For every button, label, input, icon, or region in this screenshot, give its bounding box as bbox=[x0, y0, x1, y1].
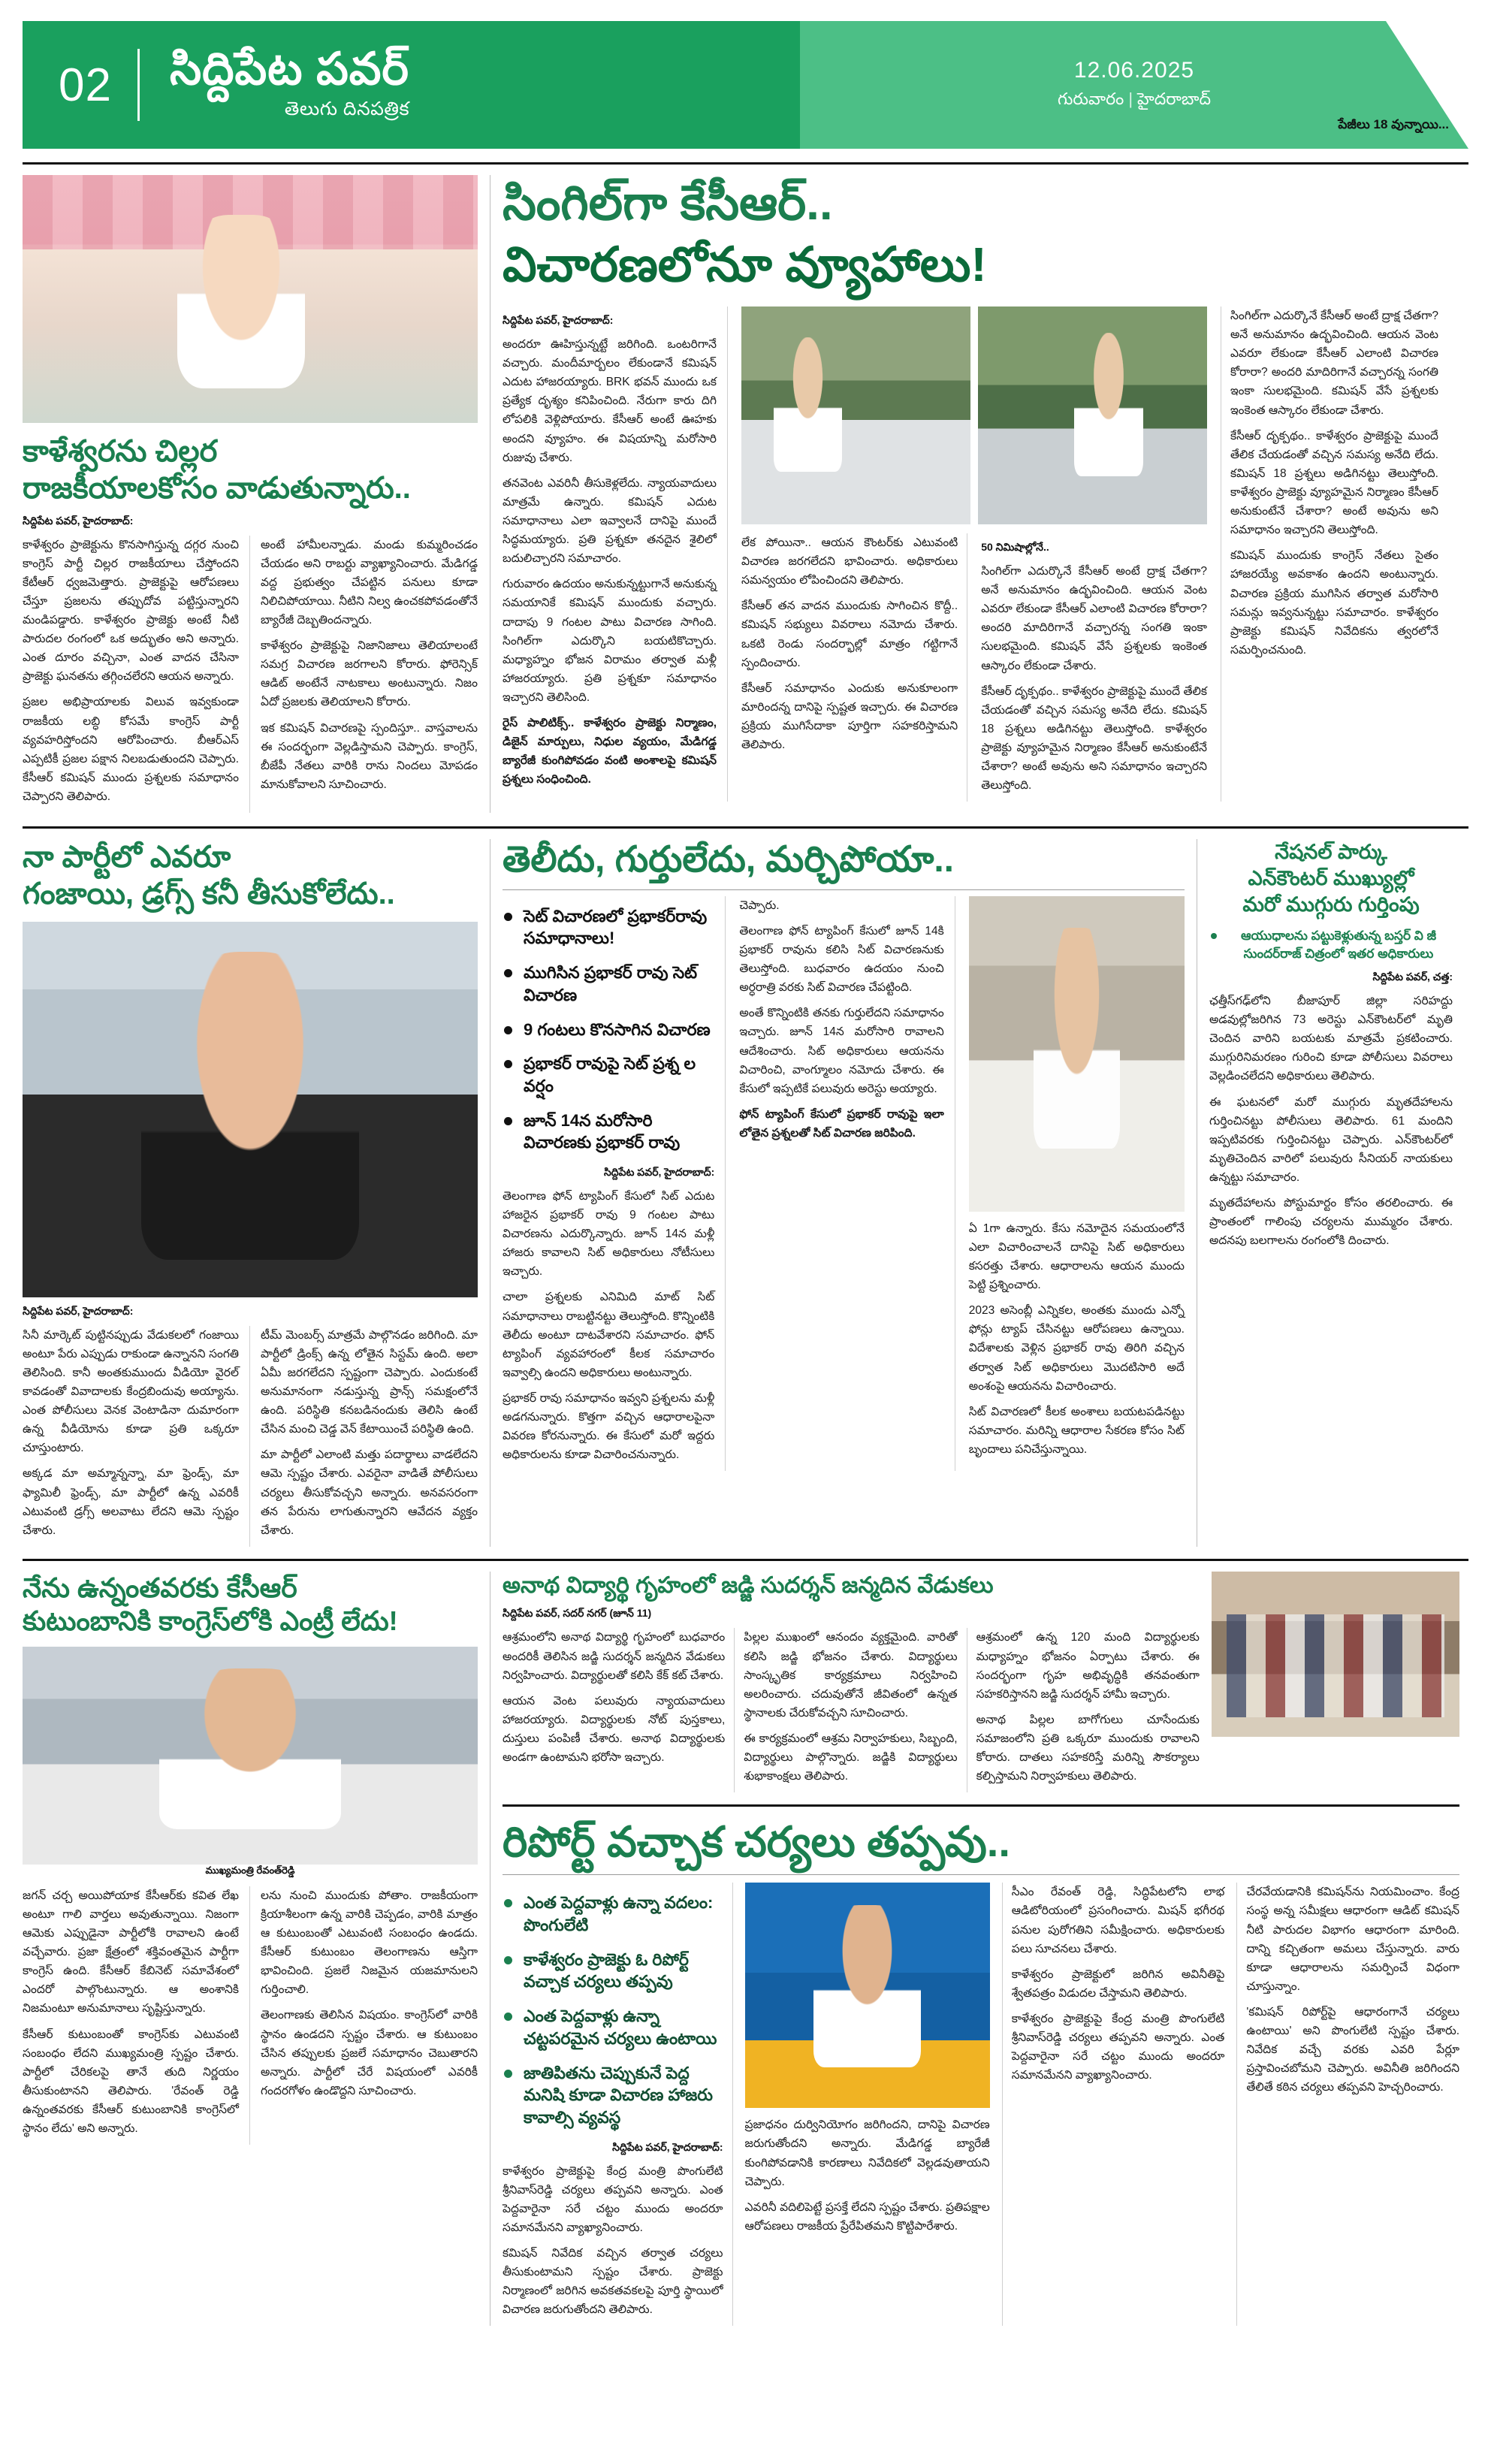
lead-para: కమిషన్ ముందుకు కాంగ్రెస్ నేతలు సైతం హాజరయ్యే అవకాశం ఉందని అంటున్నారు. విచారణ ప్రక్రియ ముగిసిన తర్వాత మరోసారి సమన్లు ఇవ్వనున్నట్టు సమాచారం. కాళేశ్వరం ప్రాజెక్టు కమిషన్ నివేదికను త్వరలోనే సమర్పించనుంది. bbox=[1230, 549, 1438, 657]
lead-para: తనవెంట ఎవరినీ తీసుకెళ్లలేదు. న్యాయవాదులు మాత్రమే ఉన్నారు. కమిషన్ ఎదుట సమాధానాలు ఎలా ఇవ్వాలనే దానిపై ముందే సిద్ధమయ్యారు. ప్రతి ప్రశ్నకూ తనదైన శైలిలో బదులిచ్చారని సమాచారం. bbox=[503, 476, 717, 566]
page-number: 02 bbox=[59, 59, 112, 111]
ktr-para: ఇక కమిషన్ విచారణపై స్పందిస్తూ.. వాస్తవాలను ఈ సందర్భంగా వెల్లడిస్తామని చెప్పారు. కాంగ్రెస్, బీజేపీ నేతలు వారికి రాను నిందలు మోపడం మానుకోవాలని సూచించారు. bbox=[261, 721, 478, 791]
report-bullet: కాళేశ్వరం ప్రాజెక్టు ఓ రిపోర్ట్ వచ్చాక చర్యలు తప్పవు bbox=[503, 1949, 723, 1993]
birthday-body-col3 bbox=[976, 1628, 1200, 1786]
top-rule bbox=[23, 162, 1468, 165]
lead-body-col3 bbox=[981, 562, 1207, 795]
lead-para: రైస్ పాలిటిక్స్.. కాళేశ్వరం ప్రాజెక్టు నిర్మాణం, డిజైన్ మార్పులు, నిధుల వ్యయం, మేడిగడ్డ బ్యారేజీ కుంగిపోవడం వంటి అంశాలపై కమిషన్ ప్రశ్నలు సంధించింది. bbox=[503, 717, 717, 787]
telidu-rule bbox=[503, 889, 1185, 890]
report-body-col2 bbox=[745, 2115, 990, 2236]
actress-body-left bbox=[23, 1326, 239, 1540]
revanth-body-left bbox=[23, 1886, 239, 2138]
report-rule bbox=[503, 1804, 1459, 1807]
lead-body-col4 bbox=[1230, 306, 1438, 660]
lead-para: అందరూ ఊహిస్తున్నట్టే జరిగింది. ఒంటరిగానే వచ్చారు. మందీమార్బలం లేకుండానే కమిషన్ ఎదుట హాజరయ్యారు. BRK భవన్ ముందు ఒక ప్రత్యేక దృశ్యం కనిపించింది. నేరుగా కారు దిగి లోపలికి వెళ్లిపోయారు. కేసీఆర్ అంటే ఊహకు అందని వ్యూహం. ఈ విషయాన్ని మరోసారి రుజువు చేశారు. bbox=[503, 338, 717, 464]
birthday-para: ఆశ్రమంలోని అనాథ విద్యార్థి గృహంలో బుధవారం అందరికీ తెలిసిన జడ్జి సుదర్శన్ జన్మదిన వేడుకలు నిర్వహించారు. విద్యార్థులతో కలిసి కేక్ కట్ చేశారు. bbox=[503, 1631, 726, 1682]
telidu-body-mid bbox=[739, 896, 943, 1143]
lead-para: కేసీఆర్ దృక్పథం.. కాళేశ్వరం ప్రాజెక్టుపై ముందే తేలిక చేయడంతో వచ్చిన సమస్య అనేది లేదు. కమిషన్ 18 ప్రశ్నలు అడిగినట్టు తెలుస్తోంది. కాళేశ్వరం ప్రాజెక్టు వ్యూహమైన నిర్మాణం కేసీఆర్ అనుకుంటేనే చేశారా? అంటే అవును అని సమాధానం ఇచ్చారని తెలుస్తోంది. bbox=[1230, 429, 1438, 537]
ktr-para: ప్రజల అభిప్రాయాలకు విలువ ఇవ్వకుండా రాజకీయ లబ్ధి కోసమే కాంగ్రెస్ పార్టీ వ్యవహరిస్తోందని ఆరోపించారు. బీఆర్ఎస్ ఎప్పటికీ ప్రజల పక్షాన నిలబడుతుందని చెప్పారు. కేసీఆర్ కమిషన్ ముందు ప్రశ్నలకు సమాధానం చెప్పారని తెలిపారు. bbox=[23, 696, 239, 804]
photo-kcr-wave bbox=[978, 306, 1207, 524]
lead-para: గురువారం ఉదయం అనుకున్నట్టుగానే అనుకున్న సమయానికే కమిషన్ ముందుకు వచ్చారు. దాదాపు 9 గంటల పాటు విచారణ సాగింది. సింగిల్‌గా ఎదుర్కొని బయటికొచ్చారు. మధ్యాహ్నం భోజన విరామం తర్వాత మళ్లీ హాజరయ్యారు. ప్రతి ప్రశ్నకూ సమాధానం ఇచ్చారని తెలిసింది. bbox=[503, 578, 717, 704]
revanth-para: కేసీఆర్ కుటుంబంతో కాంగ్రెస్‌కు ఎటువంటి సంబంధం లేదని ముఖ్యమంత్రి స్పష్టం చేశారు. పార్టీలో చేరికలపై తానే తుది నిర్ణయం తీసుకుంటానని తెలిపారు. 'రేవంత్ రెడ్డి ఉన్నంతవరకు కేసీఆర్ కుటుంబానికి కాంగ్రెస్‌లో స్థానం లేదు' అని అన్నారు. bbox=[23, 2028, 239, 2136]
masthead-tagline: పేజీలు 18 వున్నాయి... bbox=[1338, 117, 1449, 131]
column-left bbox=[23, 175, 490, 813]
actress-body-right bbox=[261, 1326, 478, 1540]
park-bullet: ఆయుధాలను పట్టుకెళ్లుతున్న బస్తర్ వి జీ సుందర్‌రాజ్ చిత్రంలో ఇతర అధికారులు bbox=[1209, 927, 1453, 963]
photo-ponguleti bbox=[745, 1883, 990, 2108]
mid-rule bbox=[23, 826, 1468, 829]
birthday-para: ఆశ్రమంలో ఉన్న 120 మంది విద్యార్థులకు మధ్యాహ్నం భోజనం ఏర్పాటు చేశారు. ఈ సందర్భంగా గృహ అభివృద్ధికి తనవంతుగా సహకరిస్తానని జడ్జి సుదర్శన్ హామీ ఇచ్చారు. bbox=[976, 1631, 1200, 1701]
telidu-para: సిట్ విచారణలో కీలక అంశాలు బయటపడినట్టు సమాచారం. మరిన్ని ఆధారాల సేకరణ కోసం సిట్ బృందాలు పనిచేస్తున్నాయి. bbox=[968, 1405, 1185, 1456]
masthead-title-wrap bbox=[140, 45, 409, 125]
park-byline: సిద్దిపేట పవర్, చత్త: bbox=[1372, 971, 1453, 983]
lead-para: కేసీఆర్ తన వాదన ముందుకు సాగించిన కొద్దీ.. కమిషన్ సభ్యులు వివరాలు నమోదు చేశారు. ఒకటి రెండు సందర్భాల్లో మాత్రం గట్టిగానే స్పందించారు. bbox=[741, 599, 958, 669]
revanth-photo-caption: ముఖ్యమంత్రి రేవంత్‌రెడ్డి bbox=[205, 1864, 295, 1876]
ktr-body-right bbox=[261, 536, 478, 794]
report-bullet: ఎంత పెద్దవాళ్లు ఉన్నా వదలం: పొంగులేటి bbox=[503, 1892, 723, 1936]
column-actress bbox=[23, 839, 490, 1547]
photo-ktr bbox=[23, 175, 478, 423]
revanth-headline-line2: కుటుంబానికి కాంగ్రెస్‌లోకి ఎంట్రీ లేదు! bbox=[23, 1605, 398, 1636]
revanth-body-right bbox=[261, 1886, 478, 2100]
newspaper-page bbox=[0, 21, 1491, 2464]
actress-headline bbox=[23, 839, 478, 913]
park-headline-line2: ఎన్‌కౌంటర్ ముఖ్యుల్లో bbox=[1248, 867, 1414, 890]
page-content bbox=[23, 162, 1468, 2326]
lead-body-col1 bbox=[503, 335, 717, 790]
report-underrule bbox=[503, 1874, 1459, 1875]
photo-revanth bbox=[23, 1647, 478, 1865]
column-telidu bbox=[490, 839, 1197, 1547]
ktr-headline-line2: రాజకీయాలకోసం వాడుతున్నారు.. bbox=[23, 471, 411, 505]
report-headline: రిపోర్ట్ వచ్చాక చర్యలు తప్పవు.. bbox=[503, 1818, 1010, 1866]
column-revanth bbox=[23, 1572, 490, 2327]
report-para: కమిషన్ నివేదిక వచ్చిన తర్వాత చర్యలు తీసుకుంటామని స్పష్టం చేశారు. ప్రాజెక్టు నిర్మాణంలో జరిగిన అవకతవకలపై పూర్తి స్థాయిలో విచారణ జరుగుతోందని తెలిపారు. bbox=[503, 2247, 723, 2317]
telidu-para: ఏ 1గా ఉన్నారు. కేసు నమోదైన సమయంలోనే ఎలా విచారించాలనే దానిపై సిట్ అధికారులు కసరత్తు చేశారు. ఆధారాలను ఆయన ముందు పెట్టి ప్రశ్నించారు. bbox=[968, 1221, 1185, 1292]
lead-para: కేసీఆర్ దృక్పథం.. కాళేశ్వరం ప్రాజెక్టుపై ముందే తేలిక చేయడంతో వచ్చిన సమస్య అనేది లేదు. కమిషన్ 18 ప్రశ్నలు అడిగినట్టు తెలుస్తోంది. కాళేశ్వరం ప్రాజెక్టు వ్యూహమైన నిర్మాణం కేసీఆర్ అనుకుంటేనే చేశారా? అంటే అవును అని సమాధానం ఇచ్చారని తెలుస్తోంది. bbox=[981, 684, 1207, 793]
lead-para: సింగిల్‌గా ఎదుర్కొనే కేసీఆర్ అంటే ద్రాక్ష చేతగా? అనే అనుమానం ఉద్భవించింది. ఆయన వెంట ఎవరూ లేకుండా కేసీఆర్ ఎలాంటి విచారణ కోరారా? అందరి మాదిరిగానే వచ్చారన్న సంగతి ఇంకా సులభమైంది. కమిషన్ వేసే ప్రశ్నలకు ఇంకెంత ఆస్కారం లేకుండా చేశారు. bbox=[981, 565, 1207, 672]
ktr-headline bbox=[23, 433, 478, 507]
report-para: కాళేశ్వరం ప్రాజెక్టుపై కేంద్ర మంత్రి పొంగులేటి శ్రీనివాస్‌రెడ్డి చర్యలు తప్పవని అన్నారు. ఎంత పెద్దవారైనా సరే చట్టం ముందు అందరూ సమానమేనని వ్యాఖ్యానించారు. bbox=[503, 2164, 723, 2234]
edition-place: గురువారం | హైదరాబాద్ bbox=[1057, 89, 1212, 108]
publication-title: సిద్దిపేట పవర్ bbox=[169, 44, 409, 94]
telidu-para: చాలా ప్రశ్నలకు ఎనిమిది మాట్ సిట్ సమాధానాలు రాబట్టినట్టు తెలుస్తోంది. కొన్నింటికి తెలీదు అంటూ దాటవేశారని సమాచారం. ఫోన్ ట్యాపింగ్ వ్యవహారంలో కీలక సమాచారం ఇవ్వాల్సి ఉందని అధికారులు అంటున్నారు. bbox=[503, 1291, 715, 1379]
ktr-para: కాళేశ్వరం ప్రాజెక్టును కొనసాగిస్తున్న దగ్గర నుంచి కాంగ్రెస్ పార్టీ చిల్లర రాజకీయాలు చేస్తోందని కేటీఆర్ ధ్వజమెత్తారు. ప్రాజెక్టుపై ఆరోపణలు చేస్తూ ప్రజలను తప్పుదోవ పట్టిస్తున్నారని మండిపడ్డారు. కాళేశ్వరం ప్రాజెక్టు అంటే నీటి పారుదల రంగంలో ఒక అద్భుతం అని అన్నారు. ఎంత దూరం వచ్చినా, ఎంత వాదన చేసినా ప్రాజెక్టు ఘనతను తగ్గించలేరని ఆయన అన్నారు. bbox=[23, 538, 239, 684]
photo-actress bbox=[23, 922, 478, 1297]
telidu-para: ఫోన్ ట్యాపింగ్ కేసులో ప్రభాకర్ రావుపై ఇలా లోతైన ప్రశ్నలతో సిట్ విచారణ జరిపింది. bbox=[739, 1107, 944, 1140]
report-bullet: ఎంత పెద్దవాళ్లు ఉన్నా చట్టపరమైన చర్యలు ఉంటాయి bbox=[503, 2005, 723, 2049]
actress-para: టీమ్ మెంబర్స్ మాత్రమే పాల్గొనడం జరిగింది. మా పార్టీలో డ్రింక్స్ ఉన్న లోతైన సిస్టమ్ ఉంది. అలా ఏమీ జరగలేదని స్పష్టంగా చెప్పారు. ఎందుకంటే అనుమానంగా నడుస్తున్న ప్రాన్స్ సమక్షంలోనే ఉంది. పరిస్థితి కనబడినందుకు తెలిసి ఉంటే చేసిన మంచి చెడ్డ వెన్ కేటాయించే పరిస్థితి ఉంది. bbox=[261, 1328, 478, 1436]
actress-byline: సిద్దిపేట పవర్, హైదరాబాద్: bbox=[23, 1304, 134, 1317]
ktr-para: అంటే హామీలన్నాడు. మండు కుమ్మరించడం చేయడం అని రాబర్టు వ్యాఖ్యానించారు. మేడిగడ్డ వద్ద ప్రభుత్వం చేపట్టిన పనులు కూడా నిలిచిపోయాయి. నీటిని నిల్వ ఉంచకపోవడంతోనే బ్యారేజీ దెబ్బతిందన్నారు. bbox=[261, 538, 478, 627]
photo-birthday-event bbox=[1212, 1572, 1459, 1737]
actress-headline-line1: నా పార్టీలో ఎవరూ bbox=[23, 841, 231, 874]
birthday-byline: సిద్దిపేట పవర్, సదర్ నగర్ (జూన్ 11) bbox=[503, 1607, 652, 1620]
lower-zone bbox=[23, 1572, 1468, 2327]
edition-day: గురువారం bbox=[1057, 89, 1124, 108]
revanth-para: లను నుంచి ముందుకు పోతాం. రాజకీయంగా క్రియాశీలంగా ఉన్న వారికి చెప్పడం, వారికి మాత్రం ఆ కుటుంబంతో ఎటువంటి సంబంధం ఉండదు. కేసీఆర్ కుటుంబం తెలంగాణను ఆస్తిగా భావించింది. ప్రజలే నిజమైన యజమానులని గుర్తించాలి. bbox=[261, 1889, 478, 1997]
park-bullets bbox=[1209, 927, 1453, 963]
lead-para: కేసీఆర్ సమాధానం ఎందుకు అనుకూలంగా మారిందన్న దానిపై స్పష్టత ఇచ్చారు. ఈ విచారణ ప్రక్రియ ముగిసేదాకా పూర్తిగా సహకరిస్తామని తెలిపారు. bbox=[741, 681, 958, 752]
report-body-col3 bbox=[1012, 1883, 1225, 2085]
lead-photo-caption: 50 నిమిషాల్లోనే.. bbox=[981, 541, 1049, 554]
park-headline bbox=[1209, 839, 1453, 918]
park-para: ఛత్తీస్‌గఢ్‌లోని బీజాపూర్ జిల్లా సరిహద్దు అడవుల్లోజరిగిన 73 అరెస్టు ఎన్‌కౌంటర్‌లో మృతి చెందిన వారిని బయటకు మాత్రమే ప్రకటించారు. ముగ్గురినిమరణం గురించి కూడా పోలీసులు వివరాలు వెల్లడించలేదని అధికారులు తెలిపారు. bbox=[1209, 995, 1453, 1083]
middle-zone bbox=[23, 839, 1468, 1547]
column-sidebar bbox=[1197, 839, 1453, 1547]
report-para: సీఎం రేవంత్ రెడ్డి, సిద్ధిపేటలోని లాభ ఆడిటోరియంలో ప్రసంగించారు. మిషన్ భగీరథ పనుల పురోగతిని సమీక్షించారు. అధికారులకు పలు సూచనలు చేశారు. bbox=[1011, 1886, 1225, 1955]
telidu-bullet: ప్రభాకర్ రావుపై సెట్ ప్రశ్న ల వర్షం bbox=[503, 1052, 714, 1097]
report-para: కాళేశ్వరం ప్రాజెక్టుపై కేంద్ర మంత్రి పొంగులేటి శ్రీనివాస్‌రెడ్డి చర్యలు తప్పవని అన్నారు. ఎంత పెద్దవారైనా సరే చట్టం ముందు అందరూ సమానమేనని వ్యాఖ్యానించారు. bbox=[1011, 2013, 1225, 2082]
masthead-divider bbox=[137, 49, 140, 121]
column-lead bbox=[490, 175, 1452, 813]
actress-para: అక్కడ మా అమ్మాన్నన్నా, మా ఫ్రెండ్స్, మా ఫ్యామిలీ ఫ్రెండ్స్, మా పార్టీలో ఉన్న ఎవరికీ ఎటువంటి డ్రగ్స్ అలవాటు లేదని ఆమె స్పష్టం చేశారు. bbox=[23, 1467, 239, 1537]
lead-para: సింగిల్‌గా ఎదుర్కొనే కేసీఆర్ అంటే ద్రాక్ష చేతగా? అనే అనుమానం ఉద్భవించింది. ఆయన వెంట ఎవరూ లేకుండా కేసీఆర్ ఎలాంటి విచారణ కోరారా? అందరి మాదిరిగానే వచ్చారన్న సంగతి ఇంకా సులభమైంది. కమిషన్ వేసే ప్రశ్నలకు ఇంకెంత ఆస్కారం లేకుండా చేశారు. bbox=[1230, 310, 1438, 417]
masthead bbox=[23, 21, 1468, 149]
report-para: ఎవరినీ వదిలిపెట్టే ప్రసక్తే లేదని స్పష్టం చేశారు. ప్రతిపక్షాల ఆరోపణలు రాజకీయ ప్రేరేపితమని కొట్టిపారేశారు. bbox=[744, 2200, 990, 2233]
telidu-bullets bbox=[503, 905, 714, 1154]
revanth-headline bbox=[23, 1572, 478, 1638]
column-right-lower bbox=[490, 1572, 1459, 2327]
park-para: ఈ ఘటనలో మరో ముగ్గురు మృతదేహాలను గుర్తించినట్టు పోలీసులు తెలిపారు. 61 మందిని ఇప్పటివరకు గుర్తించినట్టు చెప్పారు. ఎన్‌కౌంటర్‌లో మృతిచెందిన వారిలో పలువురు సీనియర్ నాయకులు ఉన్నట్టు సమాచారం. bbox=[1209, 1095, 1453, 1184]
edition-date: 12.06.2025 bbox=[1073, 57, 1195, 83]
birthday-body-col2 bbox=[744, 1628, 957, 1786]
publication-subtitle: తెలుగు దినపత్రిక bbox=[284, 98, 409, 119]
telidu-headline: తెలీదు, గుర్తులేదు, మర్చిపోయా.. bbox=[503, 840, 955, 880]
telidu-bullet: జూన్ 14న మరోసారి విచారణకు ప్రభాకర్ రావు bbox=[503, 1110, 714, 1154]
report-bullet: జాతిపితను చెప్పుకునే పెద్ద మనిషి కూడా విచారణ హాజరు కావాల్సి వ్యవస్థ bbox=[503, 2062, 723, 2129]
telidu-body-right bbox=[969, 1219, 1185, 1459]
report-para: కాళేశ్వరం ప్రాజెక్టులో జరిగిన అవినీతిపై శ్వేతపత్రం విడుదల చేస్తామని తెలిపారు. bbox=[1011, 1967, 1225, 2000]
telidu-byline: సిద్దిపేట పవర్, హైదరాబాద్: bbox=[603, 1165, 715, 1178]
birthday-para: ఆయన వెంట పలువురు న్యాయవాదులు హాజరయ్యారు. విద్యార్థులకు నోట్ పుస్తకాలు, దుస్తులు పంపిణీ చేశారు. అనాథ విద్యార్థులకు అండగా ఉంటామని భరోసా ఇచ్చారు. bbox=[503, 1694, 726, 1765]
birthday-para: అనాథ పిల్లల బాగోగులు చూసేందుకు సమాజంలోని ప్రతి ఒక్కరూ ముందుకు రావాలని కోరారు. దాతలు సహకరిస్తే మరిన్ని సౌకర్యాలు కల్పిస్తామని నిర్వాహకులు తెలిపారు. bbox=[976, 1713, 1200, 1783]
report-byline: సిద్దిపేట పవర్, హైదరాబాద్: bbox=[612, 2140, 723, 2153]
park-body bbox=[1209, 992, 1453, 1250]
telidu-para: అంతే కొన్నింటికి తనకు గుర్తులేదని సమాధానం ఇచ్చారు. జూన్ 14న మరోసారి రావాలని ఆదేశించారు. సిట్ అధికారులు ఆయనను విచారించి, వాంగ్మూలం నమోదు చేశారు. ఈ కేసులో ఇప్పటికే పలువురు అరెస్టు అయ్యారు. bbox=[739, 1007, 944, 1095]
birthday-para: ఈ కార్యక్రమంలో ఆశ్రమ నిర్వాహకులు, సిబ్బంది, విద్యార్థులు పాల్గొన్నారు. జడ్జికి విద్యార్థులు శుభాకాంక్షలు తెలిపారు. bbox=[744, 1732, 958, 1783]
telidu-bullet: 9 గంటలు కొనసాగిన విచారణ bbox=[503, 1019, 714, 1041]
telidu-body-left bbox=[503, 1187, 714, 1465]
report-para: 'కమిషన్ రిపోర్ట్‌పై ఆధారంగానే చర్యలు ఉంటాయి' అని పొంగులేటి స్పష్టం చేశారు. నివేదిక వచ్చే వరకు ఎవరి పేర్లూ ప్రస్తావించబోమని చెప్పారు. అవినీతి జరిగిందని తేలితే కఠిన చర్యలు తప్పవని హెచ్చరించారు. bbox=[1246, 2006, 1459, 2094]
lead-body-col2 bbox=[741, 533, 958, 754]
park-para: మృతదేహాలను పోస్టుమార్టం కోసం తరలించారు. ఈ ప్రాంతంలో గాలింపు చర్యలను ముమ్మరం చేశారు. అదనపు బలగాలను రంగంలోకి దించారు. bbox=[1209, 1197, 1453, 1248]
actress-para: సినీ మార్కెట్ పుట్టినప్పుడు వేడుకలలో గంజాయి అంటూ పేరు ఎప్పుడు రాకుండా ఉన్నానని సంగతి తెలిసింది. కానీ అంతకుముందు వీడియో వైరల్ కావడంతో వివాదాలకు కేంద్రబిందువు అయ్యాను. ఎంత పోలీసులు వెనక వెంటాడినా దుమారంగా ఉన్న వీడియోను కూడా ప్రతి ఒక్కరూ చూస్తుంటారు. bbox=[23, 1328, 239, 1455]
lead-headline-line1: సింగిల్‌గా కేసీఆర్.. bbox=[503, 176, 833, 230]
report-story bbox=[503, 1817, 1459, 2326]
telidu-para: ప్రభాకర్ రావు సమాధానం ఇవ్వని ప్రశ్నలను మళ్లీ అడగనున్నారు. కొత్తగా వచ్చిన ఆధారాలపైనా వివరణ కోరనున్నారు. ఈ కేసులో మరో ఇద్దరు అధికారులను కూడా విచారించనున్నారు. bbox=[503, 1392, 715, 1462]
report-para: ప్రజాధనం దుర్వినియోగం జరిగిందని, దానిపై విచారణ జరుగుతోందని అన్నారు. మేడిగడ్డ బ్యారేజీ కుంగిపోవడానికి కారణాలు నివేదికలో వెల్లడవుతాయని చెప్పారు. bbox=[744, 2118, 990, 2188]
telidu-para: తెలంగాణ ఫోన్ ట్యాపింగ్ కేసులో జూన్ 14కి ప్రభాకర్ రావును కలిసి సిట్ విచారణనుకు తెలుస్తోంది. బుధవారం ఉదయం నుంచి అర్ధరాత్రి వరకు సిట్ విచారణ చేపట్టింది. bbox=[739, 924, 944, 995]
telidu-bullet: సెట్ విచారణలో ప్రభాకర్‌రావు సమాధానాలు! bbox=[503, 905, 714, 950]
ktr-para: కాళేశ్వరం ప్రాజెక్టుపై నిజానిజాలు తెలియాలంటే సమగ్ర విచారణ జరగాలని కోరారు. ఫోరెన్సిక్ ఆడిట్ అంటేనే నాటకాలు అంటున్నారు. నిజం ఏదో ప్రజలకు తెలియాలని కోరారు. bbox=[261, 639, 478, 709]
report-body-col1 bbox=[503, 2162, 723, 2320]
masthead-right bbox=[800, 21, 1468, 149]
actress-headline-line2: గంజాయి, డ్రగ్స్ కనీ తీసుకోలేదు.. bbox=[23, 877, 395, 910]
report-body-col4 bbox=[1246, 1883, 1459, 2097]
birthday-para: పిల్లల ముఖంలో ఆనందం వ్యక్తమైంది. వారితో కలిసి జడ్జి భోజనం చేశారు. విద్యార్థులు సాంస్కృతిక కార్యక్రమాలు నిర్వహించి అలరించారు. చదువుతోనే జీవితంలో ఉన్నత స్థానాలకు చేరుకోవచ్చని సూచించారు. bbox=[744, 1631, 958, 1720]
revanth-para: తెలంగాణకు తెలిసిన విషయం. కాంగ్రెస్‌లో వారికి స్థానం ఉండదని స్పష్టం చేశారు. ఆ కుటుంబం చేసిన తప్పులకు ప్రజలే సమాధానం చెబుతారని అన్నారు. పార్టీలో చేరే విషయంలో ఎవరికీ గందరగోళం ఉండొద్దని సూచించారు. bbox=[261, 2009, 478, 2097]
ktr-body-left bbox=[23, 536, 239, 807]
report-para: చేరవేయడానికి కమిషన్‌ను నియమించాం. కేంద్ర సంస్థ అన్న సమీక్షలు ఆధారంగా ఆడిట్ కమిషన్ నీటి పారుదల విభాగం ఆధారంగా మారింది. దాన్ని కచ్చితంగా అమలు చేస్తున్నారు. వారు కూడా ఆధారాలను సమర్పించే విధంగా చూస్తున్నాం. bbox=[1246, 1886, 1459, 1993]
photo-prabhakar-rao bbox=[969, 896, 1185, 1212]
lead-para: లేక పోయినా.. ఆయన కౌంటర్‌కు ఎటువంటి విచారణ జరగలేదని భావించారు. అధికారులు సమన్వయం లోపించిందని తెలిపారు. bbox=[741, 536, 958, 587]
ktr-headline-line1: కాళేశ్వరను చిల్లర bbox=[23, 435, 218, 468]
telidu-para: తెలంగాణ ఫోన్ ట్యాపింగ్ కేసులో సిట్ ఎదుట హాజరైన ప్రభాకర్ రావు 9 గంటల పాటు విచారణను ఎదుర్కొన్నారు. జూన్ 14న మళ్లీ హాజరు కావాలని సిట్ అధికారులు నోటీసులు ఇచ్చారు. bbox=[503, 1189, 715, 1279]
masthead-left bbox=[23, 21, 800, 149]
lead-headline-line2: విచారణలోనూ వ్యూహాలు! bbox=[503, 237, 987, 291]
park-headline-line3: మరో ముగ్గురు గుర్తింపు bbox=[1242, 893, 1420, 916]
telidu-para: చెప్పారు. bbox=[739, 898, 780, 912]
revanth-para: జగన్ చర్చ అయిపోయాక కేసీఆర్‌కు కవిత లేఖ అంటూ గాలి వార్తలు అవుతున్నాయి. నిజంగా ఆమెకు ఎప్పుడైనా పార్టీలోకి రావాలని ఉంటే వచ్చేవారు. ప్రజా క్షేత్రంలో శక్తివంతమైన పార్టీగా కాంగ్రెస్ ఉంది. కేసీఆర్ కేబినెట్ సమావేశంలో ఎందరో పాల్గొంటున్నారు. ఆ అంశానికి నిజమంటూ అనుమానాలు సృష్టిస్తున్నారు. bbox=[23, 1889, 239, 2016]
ktr-byline: సిద్దిపేట పవర్, హైదరాబాద్: bbox=[23, 514, 134, 527]
edition-city: హైదరాబాద్ bbox=[1137, 89, 1212, 108]
report-bullets bbox=[503, 1892, 723, 2128]
birthday-body-col1 bbox=[503, 1628, 725, 1767]
actress-para: మా పార్టీలో ఎలాంటి మత్తు పదార్థాలు వాడలేదని ఆమె స్పష్టం చేశారు. ఎవరైనా వాడితే పోలీసులు చర్యలు తీసుకోవచ్చని అన్నారు. అనవసరంగా తన పేరును లాగుతున్నారని ఆవేదన వ్యక్తం చేశారు. bbox=[261, 1448, 478, 1537]
top-zone bbox=[23, 175, 1468, 813]
lower-rule bbox=[23, 1559, 1468, 1561]
telidu-bullet: ముగిసిన ప్రభాకర్ రావు సెట్ విచారణ bbox=[503, 962, 714, 1006]
birthday-story bbox=[503, 1572, 1459, 1792]
revanth-headline-line1: నేను ఉన్నంతవరకు కేసీఆర్ bbox=[23, 1572, 297, 1603]
telidu-para: 2023 అసెంబ్లీ ఎన్నికల, అంతకు ముందు ఎన్నో ఫోన్లు ట్యాప్ చేసినట్టు ఆరోపణలు ఉన్నాయి. విదేశాలకు వెళ్లిన ప్రభాకర్ రావు తిరిగి వచ్చిన తర్వాత సిట్ అధికారులు మొదటిసారి అదే అంశంపై ఆయనను విచారించారు. bbox=[968, 1304, 1185, 1393]
birthday-headline: అనాథ విద్యార్థి గృహంలో జడ్జి సుదర్శన్ జన్మదిన వేడుకలు bbox=[503, 1572, 994, 1598]
park-headline-line1: నేషనల్ పార్కు bbox=[1275, 841, 1387, 864]
photo-kcr-car bbox=[741, 306, 970, 524]
lead-byline: సిద్దిపేట పవర్, హైదరాబాద్: bbox=[503, 314, 614, 327]
